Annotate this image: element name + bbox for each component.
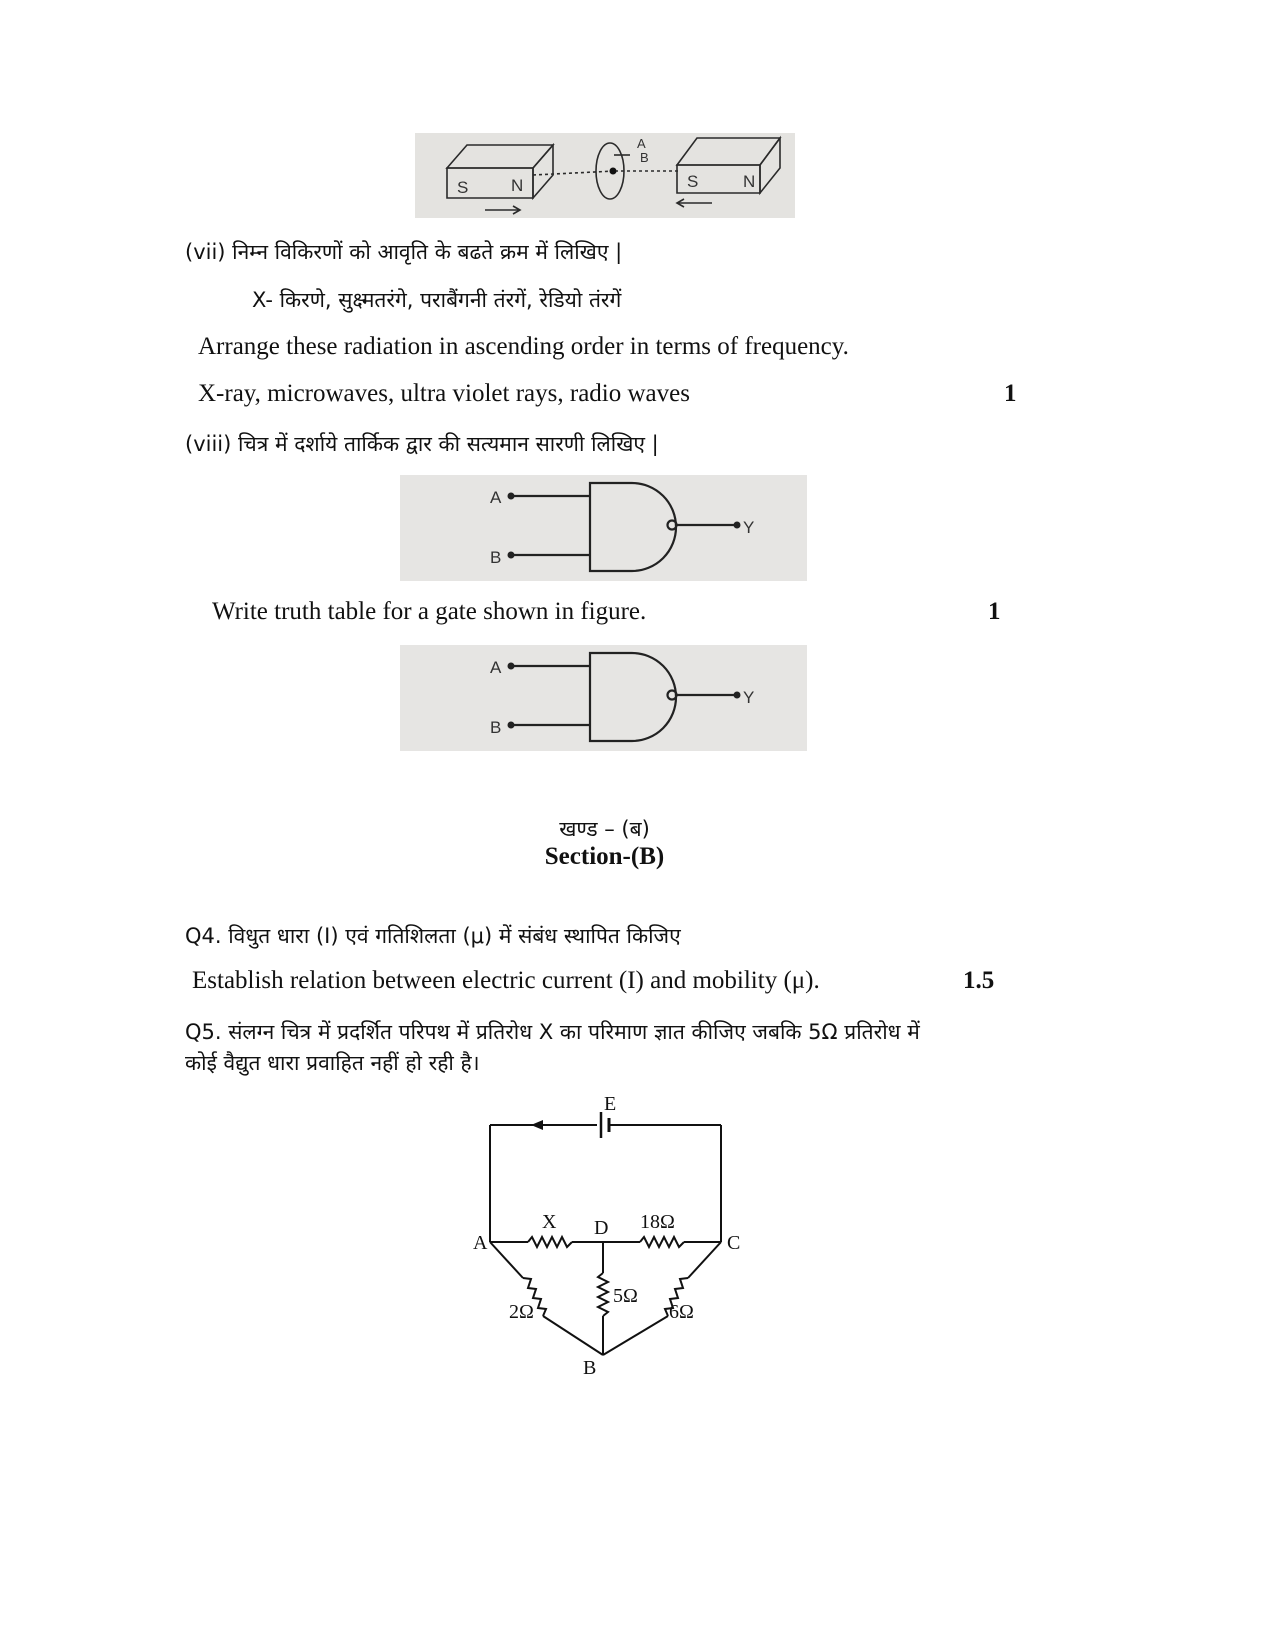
left-magnet-n: N xyxy=(511,176,524,195)
loop-label-b: B xyxy=(640,150,649,165)
resistor-2-label: 2Ω xyxy=(509,1301,534,1323)
right-magnet-s: S xyxy=(687,172,699,191)
left-magnet-s: S xyxy=(457,178,469,197)
q5-hindi-line1: Q5. संलग्न चित्र में प्रदर्शित परिपथ में प्रतिरोध X का परिमाण ज्ञात कीजिए जबकि 5Ω प्रतिरोध में xyxy=(185,1020,920,1044)
q-viii-english-question: Write truth table for a gate shown in figure. xyxy=(212,598,647,625)
q-viii-hindi-question: (viii) चित्र में दर्शाये तार्किक द्वार की सत्यमान सारणी लिखिए | xyxy=(185,432,659,456)
node-label-b: B xyxy=(583,1357,597,1379)
gate2-input-a: A xyxy=(490,658,502,677)
q-vii-hindi-items: X- किरणे, सुक्ष्मतरंगे, पराबैंगनी तंरगें, रेडियो तंरगें xyxy=(252,288,622,312)
q5-hindi-line2: कोई वैद्युत धारा प्रवाहित नहीं हो रही है। xyxy=(185,1051,480,1075)
nand-gate-figure-1 xyxy=(400,475,807,581)
battery-label-e: E xyxy=(604,1093,617,1115)
q-vii-hindi-question: (vii) निम्न विकिरणों को आवृति के बढते क्रम में लिखिए | xyxy=(185,240,623,264)
resistor-5-label: 5Ω xyxy=(613,1285,638,1307)
loop-label-a: A xyxy=(637,136,646,151)
nand-gate-figure-2 xyxy=(400,645,807,751)
node-label-a: A xyxy=(473,1232,488,1254)
gate2-input-b: B xyxy=(490,718,502,737)
gate1-output-y: Y xyxy=(743,518,755,537)
q-viii-marks: 1 xyxy=(988,598,1001,625)
q4-marks: 1.5 xyxy=(963,967,995,994)
q4-english: Establish relation between electric current (I) and mobility (μ). xyxy=(192,967,820,994)
wheatstone-circuit-diagram xyxy=(465,1090,755,1380)
right-magnet-n: N xyxy=(743,172,756,191)
resistor-x-label: X xyxy=(542,1211,557,1233)
node-label-d: D xyxy=(594,1217,609,1239)
gate1-input-b: B xyxy=(490,548,502,567)
node-label-c: C xyxy=(727,1232,741,1254)
resistor-6-label: 6Ω xyxy=(669,1301,694,1323)
magnet-loop-figure xyxy=(415,133,795,218)
gate1-input-a: A xyxy=(490,488,502,507)
q-vii-english-items: X-ray, microwaves, ultra violet rays, radio waves xyxy=(198,380,690,407)
resistor-18-label: 18Ω xyxy=(640,1211,675,1233)
q4-hindi: Q4. विधुत धारा (I) एवं गतिशिलता (μ) में संबंध स्थापित किजिए xyxy=(185,924,681,948)
section-heading-hindi: खण्ड – (ब) xyxy=(559,817,650,841)
q-vii-marks: 1 xyxy=(1004,380,1017,407)
gate2-output-y: Y xyxy=(743,688,755,707)
q-vii-english-question: Arrange these radiation in ascending order in terms of frequency. xyxy=(198,333,849,360)
section-heading-english: Section-(B) xyxy=(544,843,665,870)
